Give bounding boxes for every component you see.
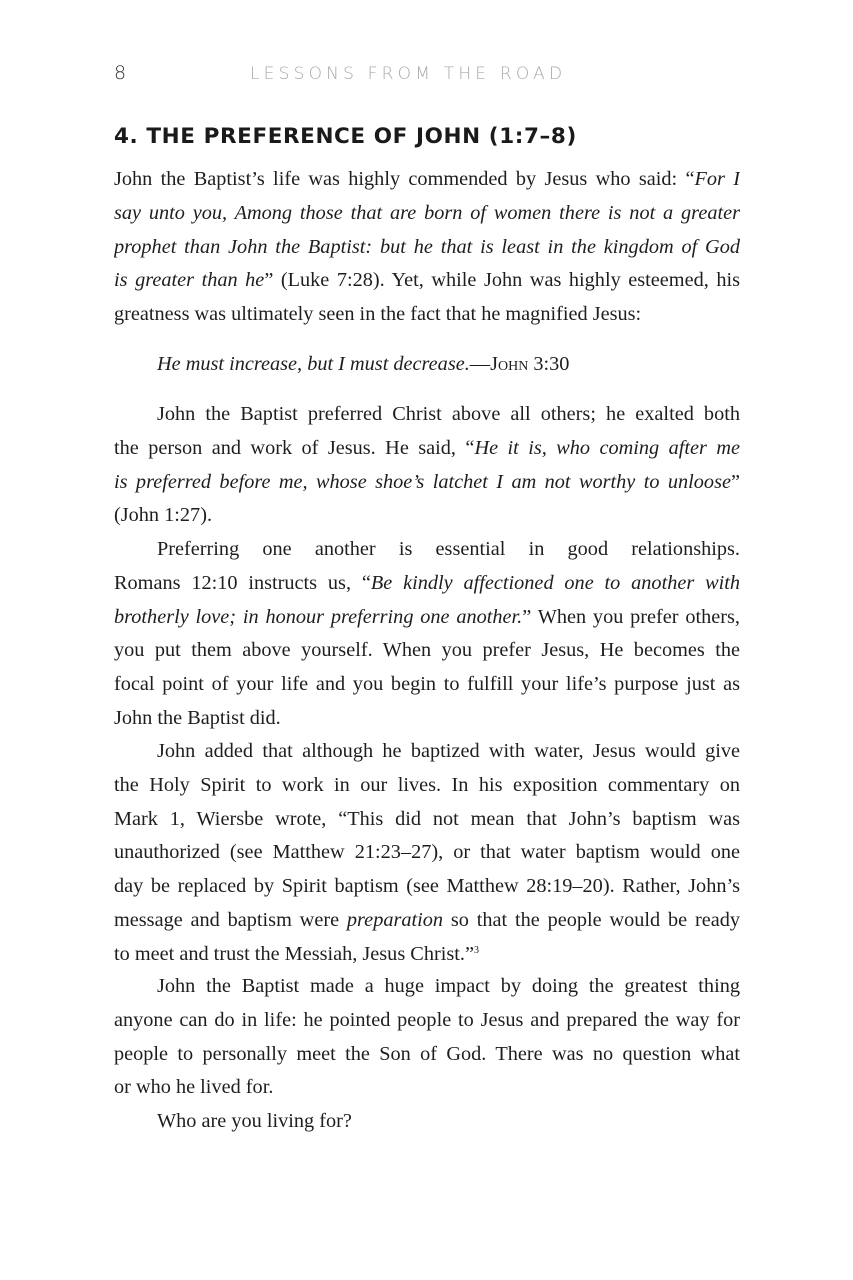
text-line: John the Baptist made a huge impact by doing the greatest thing [157,975,740,997]
quote-text: He must increase, but I must decrease. [157,353,470,375]
text-line: brotherly love; in honour preferring one another.” When you prefer others, [114,605,740,628]
text-line: people to personally meet the Son of God. There was no question what [114,1042,740,1065]
text-line: John the Baptist did. [114,706,281,729]
book-title: LESSONS FROM THE ROAD [250,64,567,84]
text-line: you put them above yourself. When you prefer Jesus, He becomes the [114,639,740,662]
text-line: message and baptism were preparation so that the people would be ready [114,908,740,931]
text-line: John the Baptist preferred Christ above all others; he exalted both [157,403,740,425]
running-head [114,62,740,88]
text-line: Who are you living for? [157,1110,352,1132]
text-line: to meet and trust the Messiah, Jesus Christ.”$^3$ [114,942,479,965]
section-heading: 4. THE PREFERENCE OF JOHN (1:7–8) [114,124,577,149]
text-line: John added that although he baptized with water, Jesus would give [157,740,740,762]
text-line: Mark 1, Wiersbe wrote, “This did not mean that John’s baptism was [114,807,740,830]
page-number: 8 [114,62,127,84]
scripture-quote [157,348,569,382]
text-line: day be replaced by Spirit baptism (see Matthew 28:19–20). Rather, John’s [114,875,740,898]
text-line: say unto you, Among those that are born of women there is not a greater [114,201,740,224]
text-line: the person and work of Jesus. He said, “He it is, who coming after me [114,436,740,459]
text-line: or who he lived for. [114,1076,274,1099]
paragraph-holy-spirit [114,735,740,972]
text-line: John the Baptist’s life was highly commended by Jesus who said: “For I [114,168,740,190]
text-line: focal point of your life and you begin to fulfill your life’s purpose just as [114,673,740,696]
text-line: is preferred before me, whose shoe’s latchet I am not worthy to unloose” [114,470,740,493]
text-line: greatness was ultimately seen in the fact that he magnified Jesus: [114,303,642,326]
paragraph-intro [114,163,740,332]
paragraph-huge-impact [114,970,740,1105]
text-line: unauthorized (see Matthew 21:23–27), or that water baptism would one [114,841,740,864]
text-line: (John 1:27). [114,504,213,527]
text-line: Romans 12:10 instructs us, “Be kindly affectioned one to another with [114,571,740,594]
footnote-reference[interactable]: 3 [473,944,479,956]
text-line: anyone can do in life: he pointed people to Jesus and prepared the way for [114,1008,740,1031]
text-line: the Holy Spirit to work in our lives. In his exposition commentary on [114,773,740,796]
paragraph-preferred-christ [114,398,740,533]
paragraph-closing-question [114,1105,740,1139]
text-line: Preferring one another is essential in good relationships. [157,538,740,560]
text-line: prophet than John the Baptist: but he that is least in the kingdom of God [114,235,740,258]
quote-dash: — [469,353,491,375]
text-line: is greater than he” (Luke 7:28). Yet, while John was highly esteemed, his [114,269,740,292]
paragraph-preferring-one-another [114,533,740,736]
quote-reference: John 3:30 [490,353,570,375]
